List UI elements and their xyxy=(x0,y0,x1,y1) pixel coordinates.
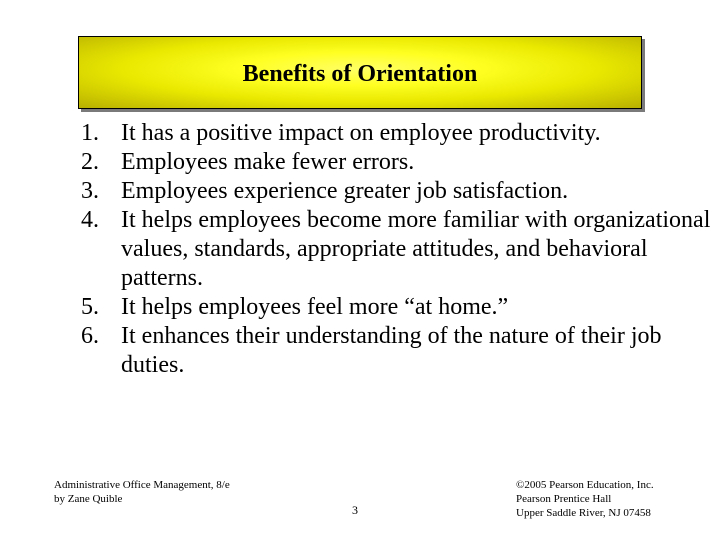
benefits-list xyxy=(81,119,711,380)
list-item-text: Employees experience greater job satisfaction. xyxy=(121,178,569,204)
list-item-number: 3. xyxy=(81,178,99,204)
list-item-text: It helps employees become more familiar with organizational values, standards, appropriate attitudes, and behavioral patterns. xyxy=(121,207,711,291)
list-item-text: Employees make fewer errors. xyxy=(121,149,415,175)
list-item xyxy=(81,119,711,148)
list-item-number: 2. xyxy=(81,149,99,175)
list-item xyxy=(81,148,711,177)
footer-book-credit: Administrative Office Management, 8/e by Zane Quible xyxy=(54,479,230,505)
list-item-number: 1. xyxy=(81,120,99,146)
footer-copyright: ©2005 Pearson Education, Inc. Pearson Prentice Hall Upper Saddle River, NJ 07458 xyxy=(516,479,654,519)
list-item-number: 6. xyxy=(81,323,99,349)
list-item-text: It helps employees feel more “at home.” xyxy=(121,294,509,320)
page-number: 3 xyxy=(352,503,358,517)
list-item-text: It has a positive impact on employee productivity. xyxy=(121,120,601,146)
slide-title: Benefits of Orientation xyxy=(242,61,478,87)
list-item xyxy=(81,322,711,380)
list-item-number: 4. xyxy=(81,207,99,233)
list-item-text: It enhances their understanding of the nature of their job duties. xyxy=(121,323,662,378)
list-item xyxy=(81,177,711,206)
list-item-number: 5. xyxy=(81,294,99,320)
list-item xyxy=(81,293,711,322)
title-box xyxy=(78,36,642,109)
list-item xyxy=(81,206,711,293)
